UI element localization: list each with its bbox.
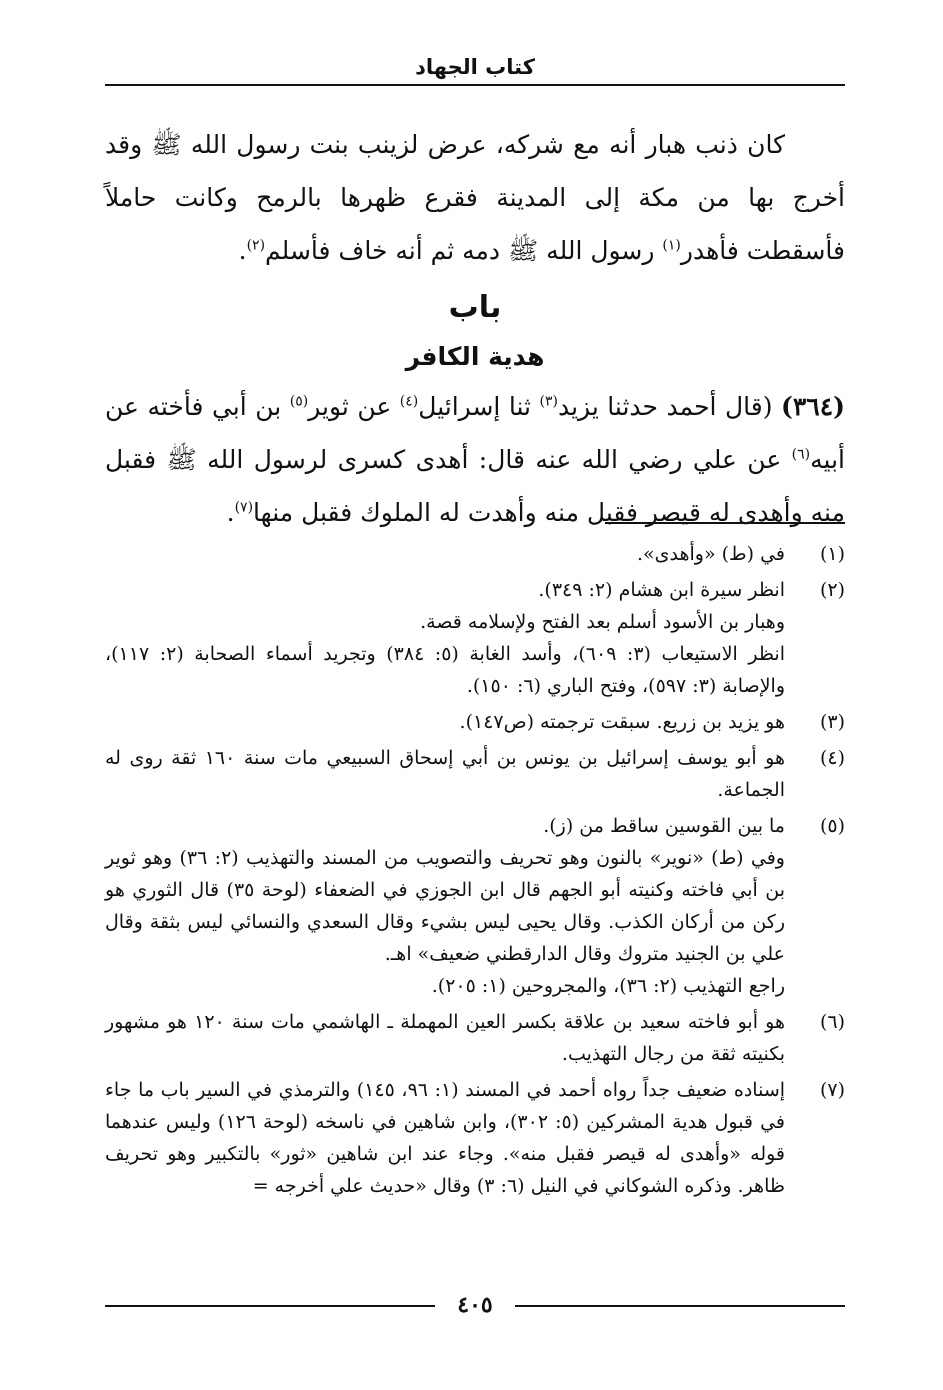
footnote-text: وهبار بن الأسود أسلم بعد الفتح ولإسلامه قصة. xyxy=(420,611,785,633)
hadith-text-b: ثنا إسرائيل xyxy=(418,392,540,421)
footnote-text: هو أبو يوسف إسرائيل بن يونس بن أبي إسحاق السبيعي مات سنة ١٦٠ ثقة روى له الجماعة. xyxy=(105,747,786,801)
paragraph-1 xyxy=(105,118,845,277)
footnote-number: (١) xyxy=(819,543,845,565)
footnote-number: (٤) xyxy=(819,747,845,769)
footnote-text: في (ط) «وأهدى». xyxy=(636,543,785,565)
footnote-text: إسناده ضعيف جداً رواه أحمد في المسند (١: ٩٦، ١٤٥) والترمذي في السير باب ما جاء في قبول هدية المشركين (٥: ٣٠٢)، وابن شاهين في ناسخه (لوحة ١٢٦) وليس عندهما قوله «وأهدى له قيصر فقبل منه». وجاء عند ابن شاهين «ثور» بالتكبير وهو تحريف ظاهر. وذكره الشوكاني في النيل (٦: ٣) وقال «حديث علي أخرجه = xyxy=(105,1079,786,1197)
hadith-text-a: (قال أحمد حدثنا يزيد xyxy=(557,392,782,421)
footnote-ref-6[interactable]: (٦) xyxy=(791,446,811,463)
footnote-text: انظر سيرة ابن هشام (٢: ٣٤٩). xyxy=(538,579,785,601)
hadith-text-d: بن أبي فأخته عن أبيه xyxy=(105,392,845,474)
footnote-text: راجع التهذيب (٢: ٣٦)، والمجروحين (١: ٢٠٥). xyxy=(431,975,785,997)
footnote-ref-4[interactable]: (٤) xyxy=(399,393,419,410)
section-heading-bab: باب xyxy=(448,290,502,325)
footnote-6 xyxy=(105,1006,845,1070)
hadith-text-e: عن علي رضي الله عنه قال: أهدى كسرى لرسول الله ﷺ فقبل منه وأهدى له قيصر فقبل منه وأهدت له الملوك فقبل منها xyxy=(105,445,845,527)
footnote-text: ما بين القوسين ساقط من (ز). xyxy=(543,815,785,837)
hadith-text-end: . xyxy=(226,498,235,527)
paragraph-1-end: . xyxy=(238,236,247,265)
footnote-text: هو أبو فاخته سعيد بن علاقة بكسر العين المهملة ـ الهاشمي مات سنة ١٢٠ هو مشهور بكنيته ثقة من رجال التهذيب. xyxy=(105,1011,785,1065)
footnote-number: (٦) xyxy=(819,1011,845,1033)
footnote-ref-7[interactable]: (٧) xyxy=(234,499,254,516)
page-footer xyxy=(105,1290,845,1320)
page-number: ٤٠٥ xyxy=(457,1292,493,1318)
footnote-ref-2[interactable]: (٢) xyxy=(246,237,266,254)
footnote-1 xyxy=(105,538,845,570)
footnote-2 xyxy=(105,574,845,702)
footnote-text: هو يزيد بن زريع. سبقت ترجمته (ص١٤٧). xyxy=(459,711,785,733)
hadith-text-c: عن ثوير xyxy=(308,392,400,421)
hadith-number: (٣٦٤) xyxy=(781,392,845,421)
footnote-number: (٥) xyxy=(819,815,845,837)
footnote-7 xyxy=(105,1074,845,1202)
footnote-5 xyxy=(105,810,845,1002)
footnote-ref-5[interactable]: (٥) xyxy=(289,393,309,410)
footnote-4 xyxy=(105,742,845,806)
footnote-number: (٣) xyxy=(819,711,845,733)
footnote-divider xyxy=(605,522,845,524)
hadith-paragraph xyxy=(105,380,845,539)
footnote-ref-1[interactable]: (١) xyxy=(662,237,681,254)
footnote-text: انظر الاستيعاب (٣: ٦٠٩)، وأسد الغابة (٥: ٣٨٤) وتجريد أسماء الصحابة (٢: ١١٧)، والإصابة (٣: ٥٩٧)، وفتح الباري (٦: ١٥٠). xyxy=(105,643,785,697)
paragraph-1-text: كان ذنب هبار أنه مع شركه، عرض لزينب بنت رسول الله ﷺ وقد أخرج بها من مكة إلى المدينة فقرع ظهرها بالرمح وكانت حاملاً فأسقطت فأهدر xyxy=(105,130,845,265)
footnote-number: (٢) xyxy=(819,579,845,601)
running-header xyxy=(105,50,845,86)
footnote-3 xyxy=(105,706,845,738)
section-title: هدية الكافر xyxy=(405,342,545,371)
footnotes-section xyxy=(105,538,845,1206)
footnote-text: وفي (ط) «نوير» بالنون وهو تحريف والتصويب من المسند والتهذيب (٢: ٣٦) وهو ثوير بن أبي فاخته وكنيته أبو الجهم قال ابن الجوزي في الضعفاء (لوحة ٣٥) قال الثوري هو ركن من أركان الكذب. وقال يحيى ليس بشيء وقال السعدي والنسائي ليس بثقة وقال علي بن الجنيد متروك وقال الدارقطني ضعيف» اهـ. xyxy=(105,847,785,965)
chapter-title: كتاب الجهاد xyxy=(415,55,535,79)
paragraph-1-text-b: رسول الله ﷺ دمه ثم أنه خاف فأسلم xyxy=(265,236,663,265)
footnote-number: (٧) xyxy=(819,1079,845,1101)
footnote-ref-3[interactable]: (٣) xyxy=(539,393,558,410)
footer-rule-left xyxy=(105,1305,435,1307)
footer-rule-right xyxy=(515,1305,845,1307)
